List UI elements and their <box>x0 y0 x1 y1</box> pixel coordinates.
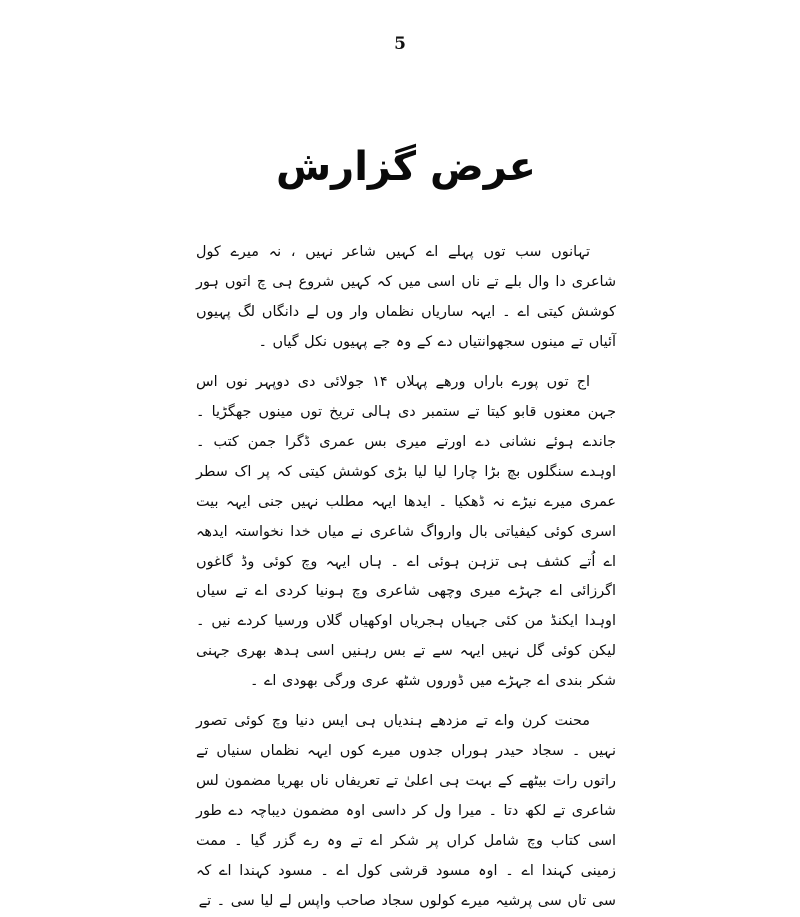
body-paragraph: تہانوں سب توں پہلے اے کہیں شاعر نہیں ، نہ میرے کول شاعری دا وال بلے تے ناں اسی میں کہ کہیں شروع ہی چ اتوں ہور کوشش کیتی اے ۔ ایہہ ساریاں نظماں وار وں لے دانگاں لگ پہیوں آئیاں تے مینوں سجھوانتیاں دے کے وہ جے پہیوں نکل گیاں ۔ <box>196 244 616 350</box>
page-content <box>196 140 616 917</box>
body-paragraph: محنت کرن واے تے مزدھے ہندیاں ہی ایس دنیا وچ کوئی تصور نہیں ۔ سجاد حیدر ہوراں جدوں میرے کوں ایہہ نظماں سنیاں تے راتوں رات بیٹھے کے بہت ہی اعلیٰ تے تعریفاں ناں بھریا مضمون لس شاعری تے لکھ دتا ۔ میرا ول کر داسی اوہ مضمون دیباچہ دے طور اسی کتاب وچ شامل کراں پر شکر اے تے وہ رے گزر گیا ۔ ممت زمینی کہندا اے ۔ اوہ مسود قرشی کول اے ۔ مسود کہندا اے کہ سی تاں سی پرشیہ میرے کولوں سجاد صاحب واپس لے لیا سی ۔ تے <box>196 713 616 910</box>
body-paragraph: اج توں پورے باراں ورھے پہلاں ۱۴ جولائی دی دوپہر نوں اس جہن معنوں قابو کیتا تے ستمبر دی ہالی تریخ توں مینوں جھگڑیا ۔ جاندے ہوئے نشانی دے اورتے میری بس عمری ڈگرا جمن کتب ۔ اوہدے سنگلوں بچ بڑا چارا لیا لیا بڑی کوشش کیتی کہ پر اک سطر عمری میرے نیڑے نہ ڈھکیا ۔ ایدھا ایہہ مطلب نہیں جنی ایہہ بیت اسری کوئی کیفیاتی بال وارواگ شاعری نے میاں خدا نخواستہ ایدھہ اے اُتے کشف ہی تزہن ہوئی اے ۔ ہاں ایہہ وچ کوئی وڈ گاغوں اگرزائی اے جہڑے میری وچھی شاعری وچ ہونیا کردی اے تے سیاں اوہدا ایکنڈ من کئی جہیاں ہجریاں اوکھیاں گلاں ورسیا کردے نیں ۔ لیکن کوئی گل نہیں ایہہ سے تے بس رہنیں اسی ہدھ بھری جہنی شکر بندی اے جہڑے میں ڈوروں شٹھ عری ورگی بھودی اے ۔ <box>196 373 616 690</box>
page-number: 5 <box>394 34 406 54</box>
page-title: عرض گزارش <box>275 144 537 190</box>
